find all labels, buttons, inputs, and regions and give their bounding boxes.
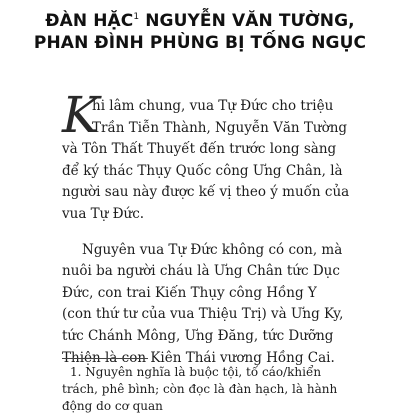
paragraph-2: Nguyên vua Tự Đức không có con, mà nuôi ba người cháu là Ưng Chân tức Dục Đức, con trai Kiến Thụy công Hồng Y (con thứ tư của vua Thiệu Trị) và Ưng Ky, tức Chánh Mông, Ưng Đăng, tức Dưỡng Thiện là con Kiên Thái vương Hồng Cai. — [62, 241, 344, 366]
drop-cap-letter: K — [62, 86, 100, 144]
footnote-divider — [62, 358, 148, 359]
chapter-title-word: ĐÀN HẶC — [45, 11, 134, 31]
paragraph-1 — [62, 86, 350, 226]
chapter-title — [0, 6, 400, 54]
footnote: 1. Nguyên nghĩa là buộc tội, tố cáo/khiển trách, phê bình; còn đọc là đàn hạch, là hành động do cơ quan — [62, 365, 338, 413]
drop-cap — [62, 86, 100, 144]
chapter-title-rest: NGUYỄN VĂN TƯỜNG, — [139, 11, 355, 31]
chapter-title-line-1 — [0, 6, 400, 32]
paragraph-1-text: hi lâm chung, vua Tự Đức cho triệu Trần Tiễn Thành, Nguyễn Văn Tường và Tôn Thất Thuyết đến trước long sàng để ký thác Thụy Quốc công Ưng Chân, là người sau này được kế vị theo ý muốn của vua Tự Đức. — [62, 98, 350, 222]
footnote-marker[interactable]: 1 — [133, 12, 140, 22]
chapter-title-line-2: PHAN ĐÌNH PHÙNG BỊ TỐNG NGỤC — [33, 33, 367, 53]
body-text — [62, 86, 350, 369]
